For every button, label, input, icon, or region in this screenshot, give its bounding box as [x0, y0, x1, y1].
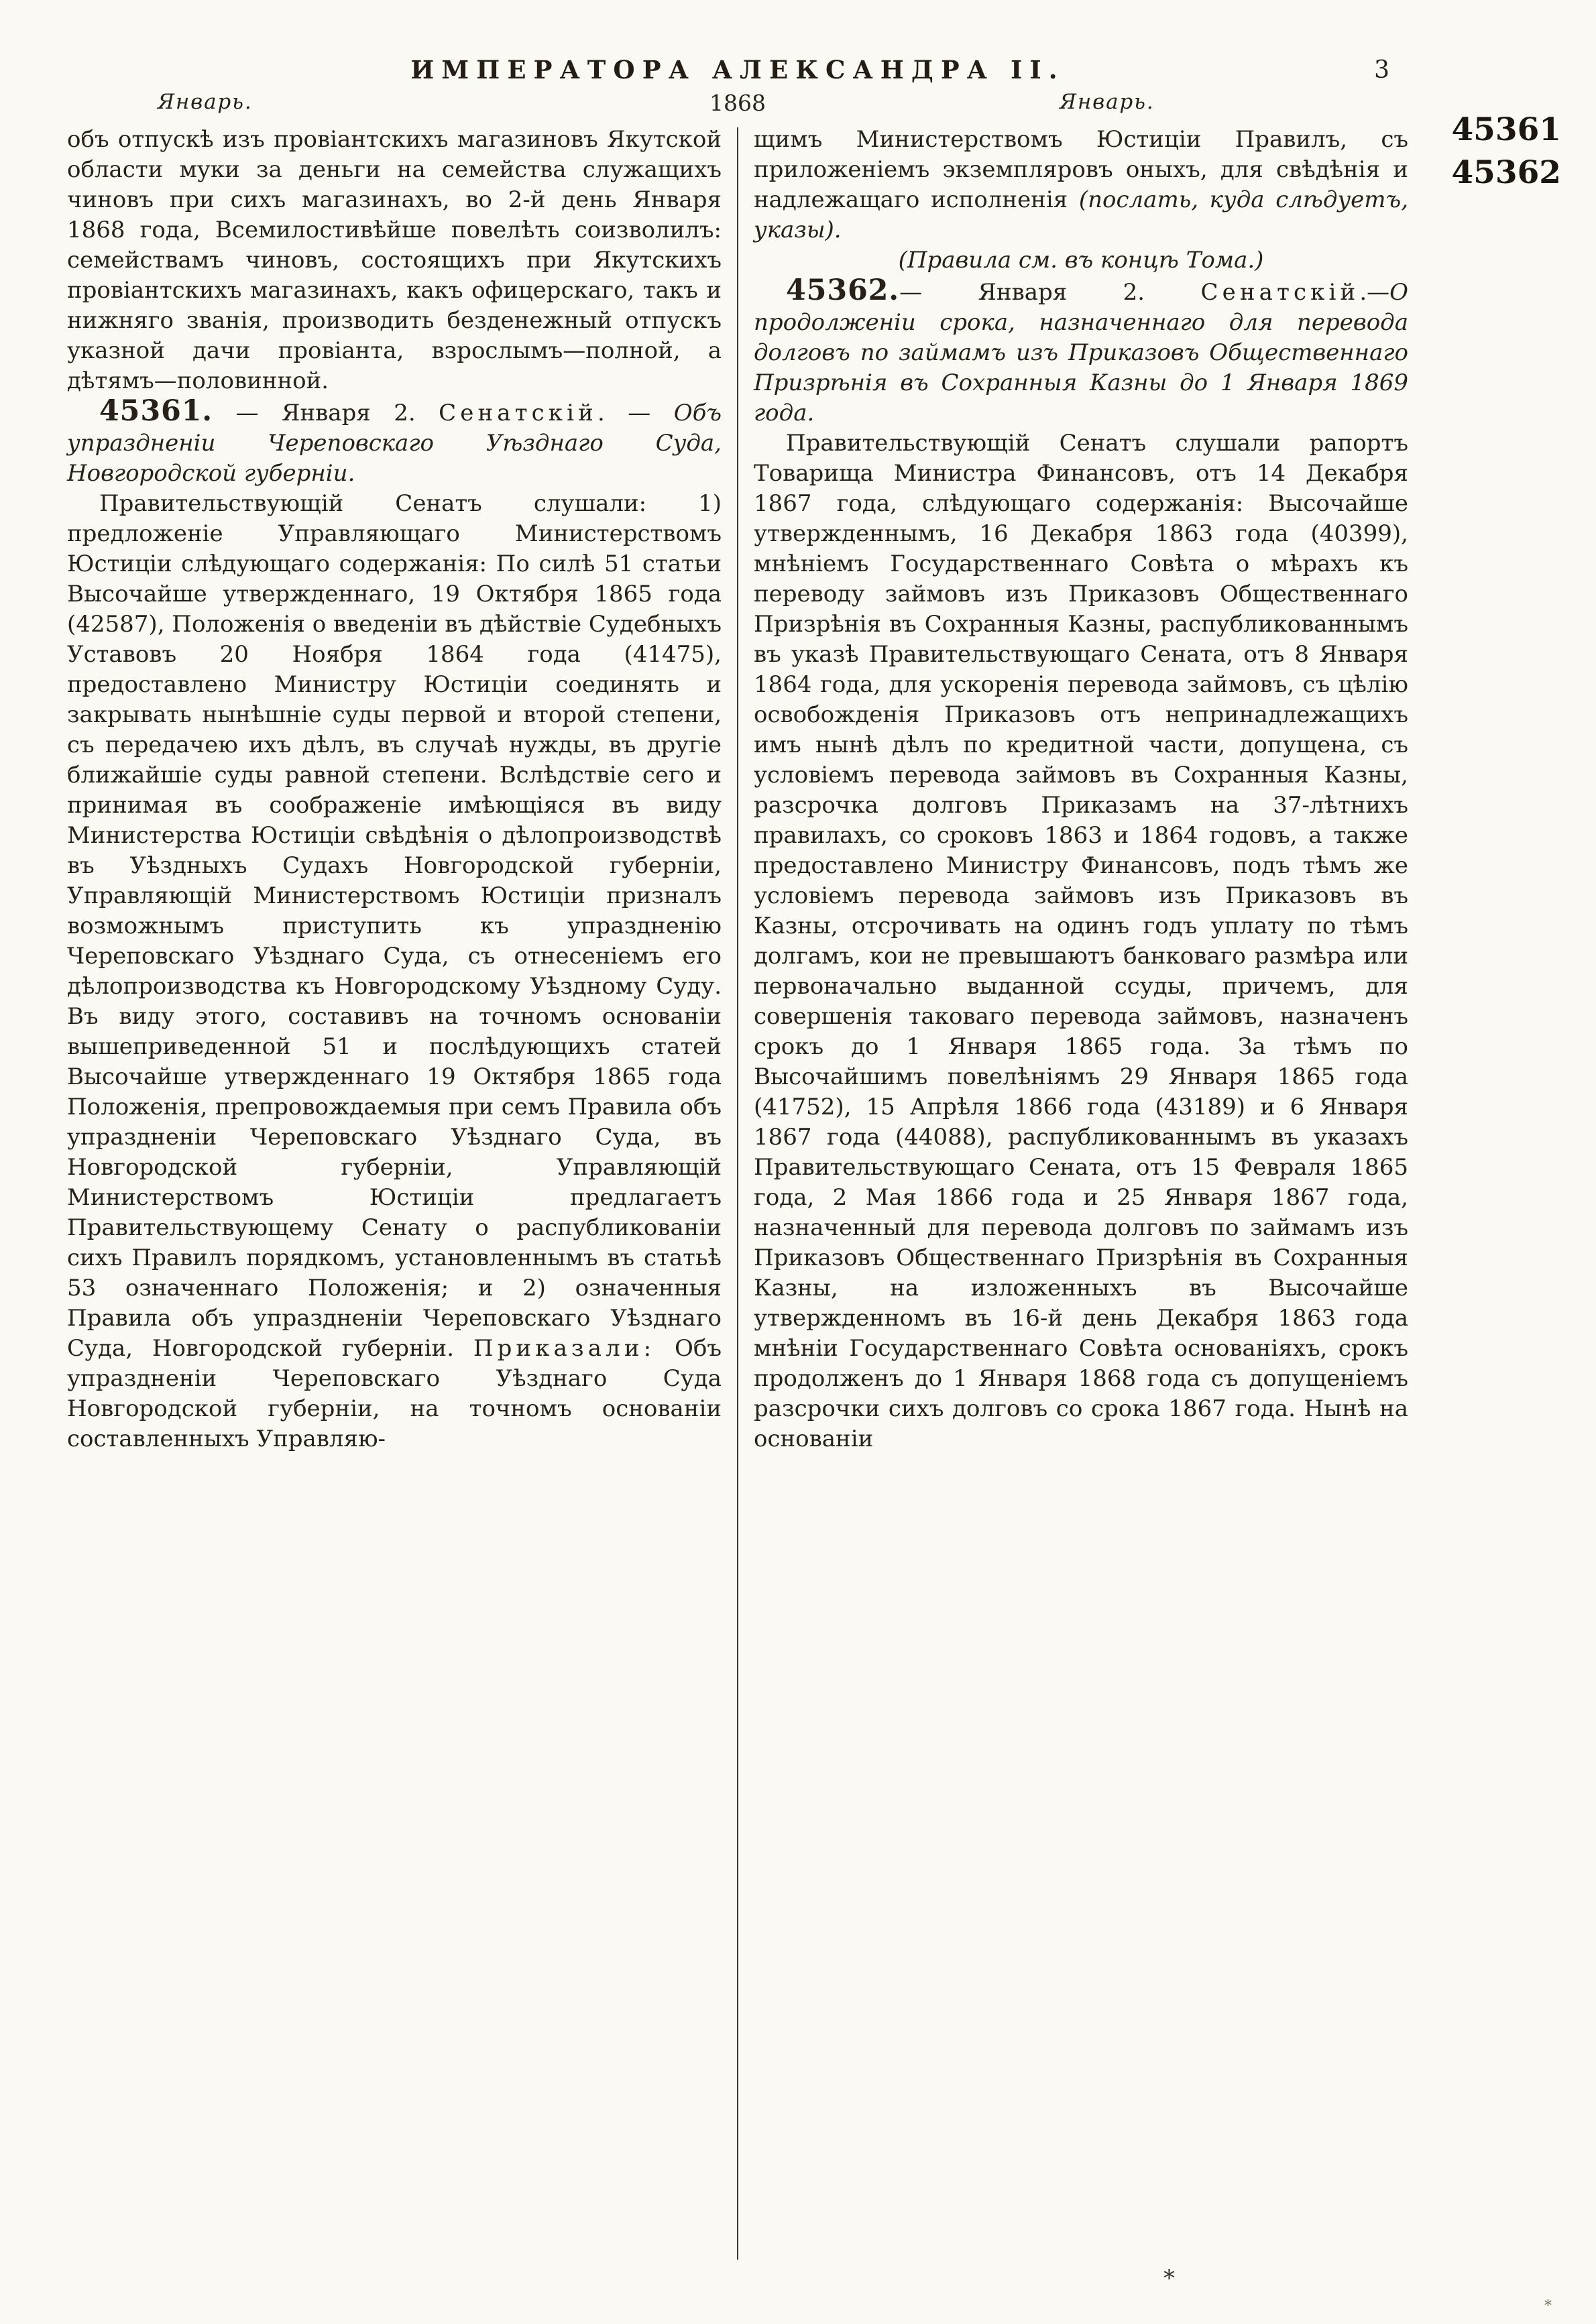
text-segment: Сенатскій	[1200, 279, 1360, 306]
text-segment: (Правила см. въ концѣ Тома.)	[898, 247, 1264, 274]
text-segment: — Января 2.	[899, 279, 1201, 306]
text-segment: . —	[597, 400, 674, 426]
corner-mark: *	[1544, 2298, 1552, 2315]
text-segment: Объ упраздненіи Череповскаго Уѣзднаго Суда, Новгородской губерніи.	[67, 400, 722, 487]
text-segment: Приказали:	[473, 1335, 656, 1362]
dateline-month-left: Январь.	[158, 90, 253, 114]
margin-entry-number-45361: 45361	[1451, 111, 1561, 148]
continued-paragraph	[754, 125, 1408, 245]
column-divider-rule	[737, 127, 738, 2260]
text-segment: (послать, куда слѣдуетъ, указы).	[754, 186, 1408, 243]
margin-entry-number-45362: 45362	[1451, 154, 1561, 191]
right-column	[754, 125, 1408, 2260]
dateline-month-right: Январь.	[1060, 90, 1155, 114]
text-segment: Объ упраздненіи Череповскаго Уѣзднаго Суда Новгородской губерніи, на точномъ основаніи составленныхъ Управляю-	[67, 1335, 722, 1452]
text-segment: 45362.	[786, 274, 900, 307]
dateline	[67, 90, 1408, 125]
note-line	[754, 245, 1408, 276]
page-content	[67, 55, 1408, 2260]
page-number: 3	[1374, 56, 1389, 84]
footnote-asterisk: *	[1163, 2265, 1175, 2292]
text-segment: 45361.	[99, 394, 213, 428]
entry-45362-body	[754, 428, 1408, 1454]
continued-paragraph	[67, 125, 722, 396]
entry-45361-heading	[67, 396, 722, 489]
text-segment: — Января 2.	[213, 400, 439, 426]
text-segment: Правительствующій Сенатъ слушали: 1) предложеніе Управляющаго Министерствомъ Юстиціи слѣдующаго содержанія: По силѣ 51 статьи Высочайше утвержденнаго, 19 Октября 1865 года (42587), Положенія о введеніи въ дѣйствіе Судебныхъ Уставовъ 20 Ноября 1864 года (41475), предоставлено Министру Юстиціи соединять и закрывать нынѣшніе суды первой и второй степени, съ передачею ихъ дѣлъ, въ случаѣ нужды, въ другіе ближайшіе суды равной степени. Вслѣдствіе сего и принимая въ соображеніе имѣющіяся въ виду Министерства Юстиціи свѣдѣнія о дѣлопроизводствѣ въ Уѣздныхъ Судахъ Новгородской губерніи, Управляющій Министерствомъ Юстиціи призналъ возможнымъ приступить къ упраздненію Череповскаго Уѣзднаго Суда, съ отнесеніемъ его дѣлопроизводства къ Новгородскому Уѣздному Суду. Въ виду этого, составивъ на точномъ основаніи вышеприведенной 51 и послѣдующихъ статей Высочайше утвержденнаго 19 Октября 1865 года Положенія, препровождаемыя при семъ Правила объ упраздненіи Череповскаго Уѣзднаго Суда, въ Новгородской губерніи, Управляющій Министерствомъ Юстиціи предлагаетъ Правительствующему Сенату о распубликованіи сихъ Правилъ порядкомъ, установленнымъ въ статьѣ 53 означеннаго Положенія; и 2) означенныя Правила объ упраздненіи Череповскаго Уѣзднаго Суда, Новгородской губерніи.	[67, 490, 722, 1362]
text-segment: Правительствующій Сенатъ слушали рапортъ Товарища Министра Финансовъ, отъ 14 Декабря 1867 года, слѣдующаго содержанія: Высочайше утвержденнымъ, 16 Декабря 1863 года (40399), мнѣніемъ Государственнаго Совѣта о мѣрахъ къ переводу займовъ изъ Приказовъ Общественнаго Призрѣнія въ Сохранныя Казны, распубликованнымъ въ указѣ Правительствующаго Сената, отъ 8 Января 1864 года, для ускоренія перевода займовъ, съ цѣлію освобожденія Приказовъ отъ непринадлежащихъ имъ нынѣ дѣлъ по кредитной части, допущена, съ условіемъ перевода займовъ въ Сохранныя Казны, разсрочка долговъ Приказамъ на 37-лѣтнихъ правилахъ, со сроковъ 1863 и 1864 годовъ, а также предоставлено Министру Финансовъ, подъ тѣмъ же условіемъ перевода займовъ изъ Приказовъ въ Казны, отсрочивать на одинъ годъ уплату по тѣмъ долгамъ, кои не превышаютъ банковаго размѣра или первоначально выданной ссуды, причемъ, для совершенія таковаго перевода займовъ, назначенъ срокъ до 1 Января 1865 года. За тѣмъ по Высочайшимъ повелѣніямъ 29 Января 1865 года (41752), 15 Апрѣля 1866 года (43189) и 6 Января 1867 года (44088), распубликованнымъ въ указахъ Правительствующаго Сената, отъ 15 Февраля 1865 года, 2 Мая 1866 года и 25 Января 1867 года, назначенный для перевода долговъ по займамъ изъ Приказовъ Общественнаго Призрѣнія въ Сохранныя Казны, на изложенныхъ въ Высочайше утвержденномъ въ 16-й день Декабря 1863 года мнѣніи Государственнаго Совѣта основаніяхъ, срокъ продолженъ до 1 Января 1868 года съ допущеніемъ разсрочки сихъ долговъ со срока 1867 года. Нынѣ на основаніи	[754, 430, 1408, 1452]
text-segment: объ отпускѣ изъ провіантскихъ магазиновъ Якутской области муки за деньги на семейства служащихъ чиновъ при сихъ магазинахъ, во 2-й день Января 1868 года, Всемилостивѣйше повелѣть соизволилъ: семействамъ чиновъ, состоящихъ при Якутскихъ провіантскихъ магазинахъ, какъ офицерскаго, такъ и нижняго званія, производить безденежный отпускъ указной дачи провіанта, взрослымъ—полной, а дѣтямъ—половинной.	[67, 126, 722, 394]
running-header	[67, 55, 1408, 90]
left-column	[67, 125, 722, 2260]
text-segment: .—	[1359, 279, 1390, 306]
text-segment: Сенатскій	[439, 400, 597, 426]
header-title: ИМПЕРАТОРА АЛЕКСАНДРА II.	[410, 55, 1065, 84]
text-columns	[67, 125, 1408, 2260]
dateline-year: 1868	[709, 90, 766, 116]
text-segment: О продолженіи срока, назначеннаго для перевода долговъ по займамъ изъ Приказовъ Общественнаго Призрѣнія въ Сохранныя Казны до 1 Января 1869 года.	[754, 279, 1408, 426]
entry-45361-body	[67, 489, 722, 1454]
entry-45362-heading	[754, 276, 1408, 428]
text-segment: щимъ Министерствомъ Юстиціи Правилъ, съ приложеніемъ экземпляровъ оныхъ, для свѣдѣнія и надлежащаго исполненія	[754, 126, 1408, 213]
